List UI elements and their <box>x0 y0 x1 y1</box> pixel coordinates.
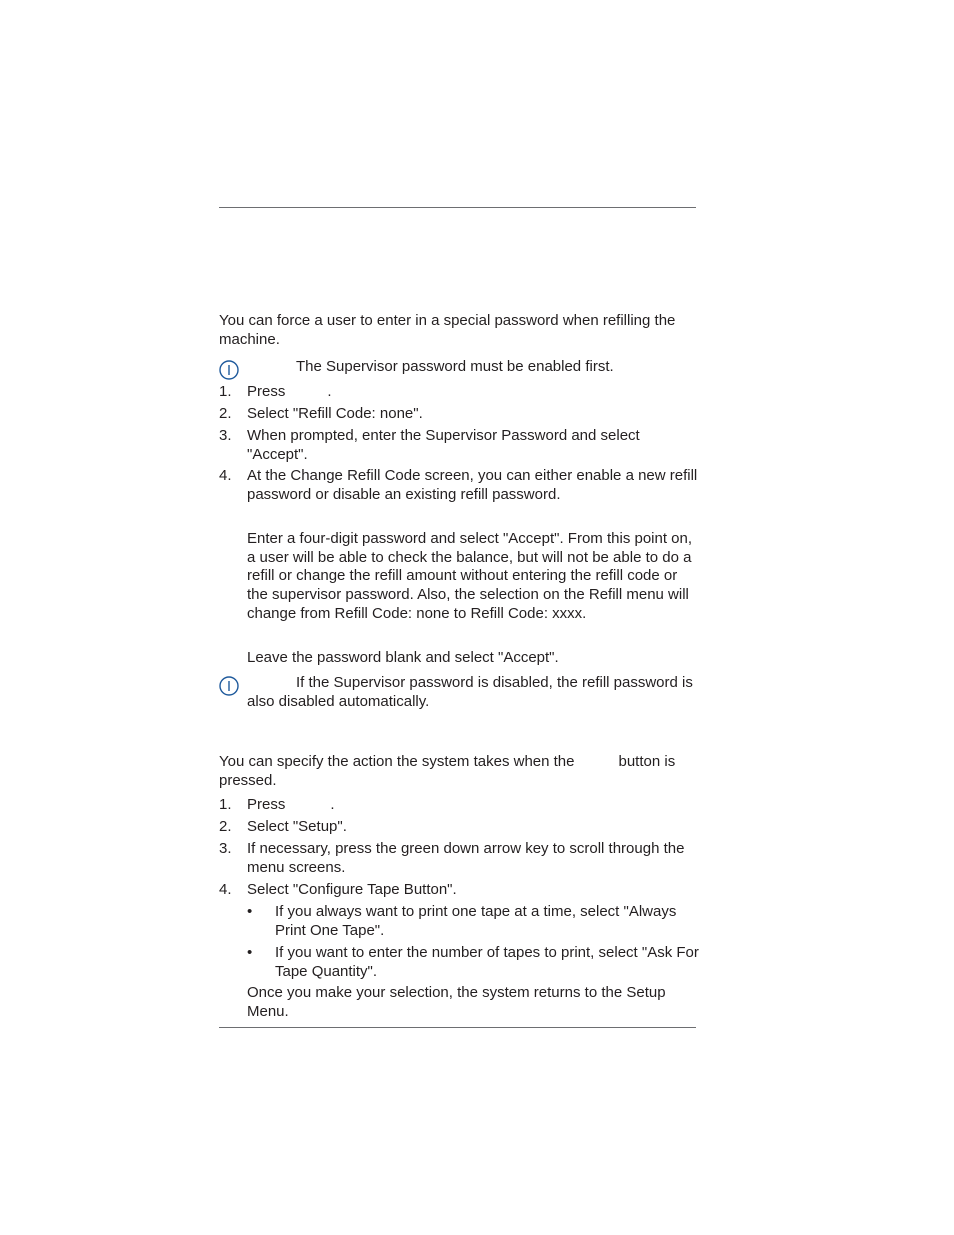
list-item: 3. If necessary, press the green down arrow key to scroll through the menu screens. <box>219 840 685 876</box>
note-supervisor-enabled: The Supervisor password must be enabled first. <box>296 358 614 375</box>
info-icon <box>219 360 239 380</box>
bullet-item: • If you want to enter the number of tapes to print, select "Ask For Tape Quantity". <box>247 944 699 980</box>
top-divider <box>219 207 696 208</box>
list-item: 1. Press . <box>219 796 335 813</box>
list-item: 1. Press . <box>219 383 332 400</box>
tape-intro: You can specify the action the system takes when the button is pressed. <box>219 753 676 789</box>
closing-text: Once you make your selection, the system returns to the Setup Menu. <box>247 984 666 1020</box>
list-item: 4. At the Change Refill Code screen, you can either enable a new refill password or disable an existing refill password. <box>219 467 698 503</box>
list-item: 4. Select "Configure Tape Button". <box>219 881 457 898</box>
note-refill-disabled: If the Supervisor password is disabled, the refill password is also disabled automatically. <box>247 674 693 710</box>
info-icon <box>219 676 239 696</box>
list-item: 2. Select "Refill Code: none". <box>219 405 423 422</box>
bottom-divider <box>219 1027 696 1028</box>
list-item: 2. Select "Setup". <box>219 818 347 835</box>
bullet-item: • If you always want to print one tape at a time, select "Always Print One Tape". <box>247 903 677 939</box>
refill-intro: You can force a user to enter in a special password when refilling the machine. <box>219 312 676 348</box>
list-item: 3. When prompted, enter the Supervisor Password and select "Accept". <box>219 427 640 463</box>
disable-refill-text: Leave the password blank and select "Accept". <box>247 649 559 666</box>
enable-refill-text: Enter a four-digit password and select "Accept". From this point on, a user will be able to check the balance, but will not be able to do a refill or change the refill amount without entering the refill code or the supervisor password. Also, the selection on the Refill menu will change from Refill Code: none to Refill Code: xxxx. <box>247 530 693 622</box>
